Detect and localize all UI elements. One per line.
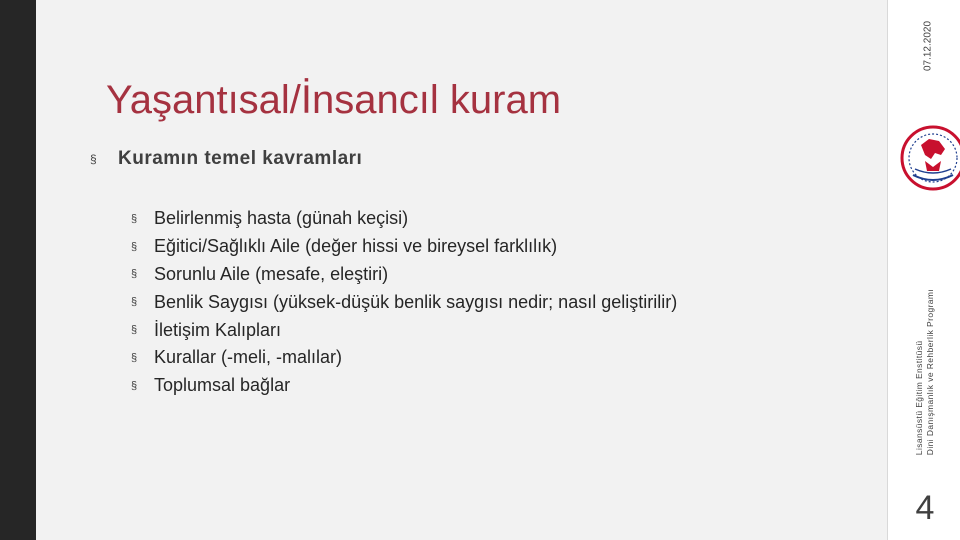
sub-bullet-text: Belirlenmiş hasta (günah keçisi): [154, 208, 409, 229]
bullet-marker: §: [131, 212, 138, 225]
main-bullet-text: Kuramın temel kavramları: [118, 148, 363, 169]
bullet-marker: §: [131, 268, 138, 281]
sub-bullet-item: [131, 316, 677, 344]
main-bullet: [90, 148, 362, 170]
bullet-marker: §: [90, 152, 97, 166]
bullet-marker: §: [131, 324, 138, 337]
sub-bullet-text: İletişim Kalıpları: [154, 319, 282, 340]
sub-bullet-text: Kurallar (-meli, -malılar): [154, 347, 343, 368]
sidebar-divider: [887, 0, 888, 540]
institute-name: Lisansüstü Eğitim Enstitüsü: [914, 340, 924, 456]
slide-title: Yaşantısal/İnsancıl kuram: [106, 78, 562, 122]
bullet-marker: §: [131, 240, 138, 253]
left-dark-bar: [0, 0, 36, 540]
sub-bullet-item: [131, 233, 677, 261]
bullet-marker: §: [131, 379, 138, 392]
bullet-marker: §: [131, 351, 138, 364]
sub-bullet-item: [131, 288, 677, 316]
university-seal-icon: [895, 125, 960, 195]
sub-bullet-text: Toplumsal bağlar: [154, 375, 291, 396]
sub-bullet-list: [131, 205, 677, 400]
sub-bullet-item: [131, 205, 677, 233]
slide-date: 07.12.2020: [922, 20, 934, 72]
institute-caption: [914, 289, 936, 455]
sub-bullet-text: Sorunlu Aile (mesafe, eleştiri): [154, 263, 389, 284]
right-sidebar-panel: [887, 0, 960, 540]
sub-bullet-item: [131, 344, 677, 372]
sub-bullet-item: [131, 261, 677, 289]
sub-bullet-text: Eğitici/Sağlıklı Aile (değer hissi ve bireysel farklılık): [154, 236, 558, 257]
bullet-marker: §: [131, 296, 138, 309]
sub-bullet-item: [131, 372, 677, 400]
program-name: Dini Danışmanlık ve Rehberlik Programı: [925, 288, 935, 456]
sub-bullet-text: Benlik Saygısı (yüksek-düşük benlik saygısı nedir; nasıl geliştirilir): [154, 291, 678, 312]
slide-number: 4: [915, 489, 935, 527]
